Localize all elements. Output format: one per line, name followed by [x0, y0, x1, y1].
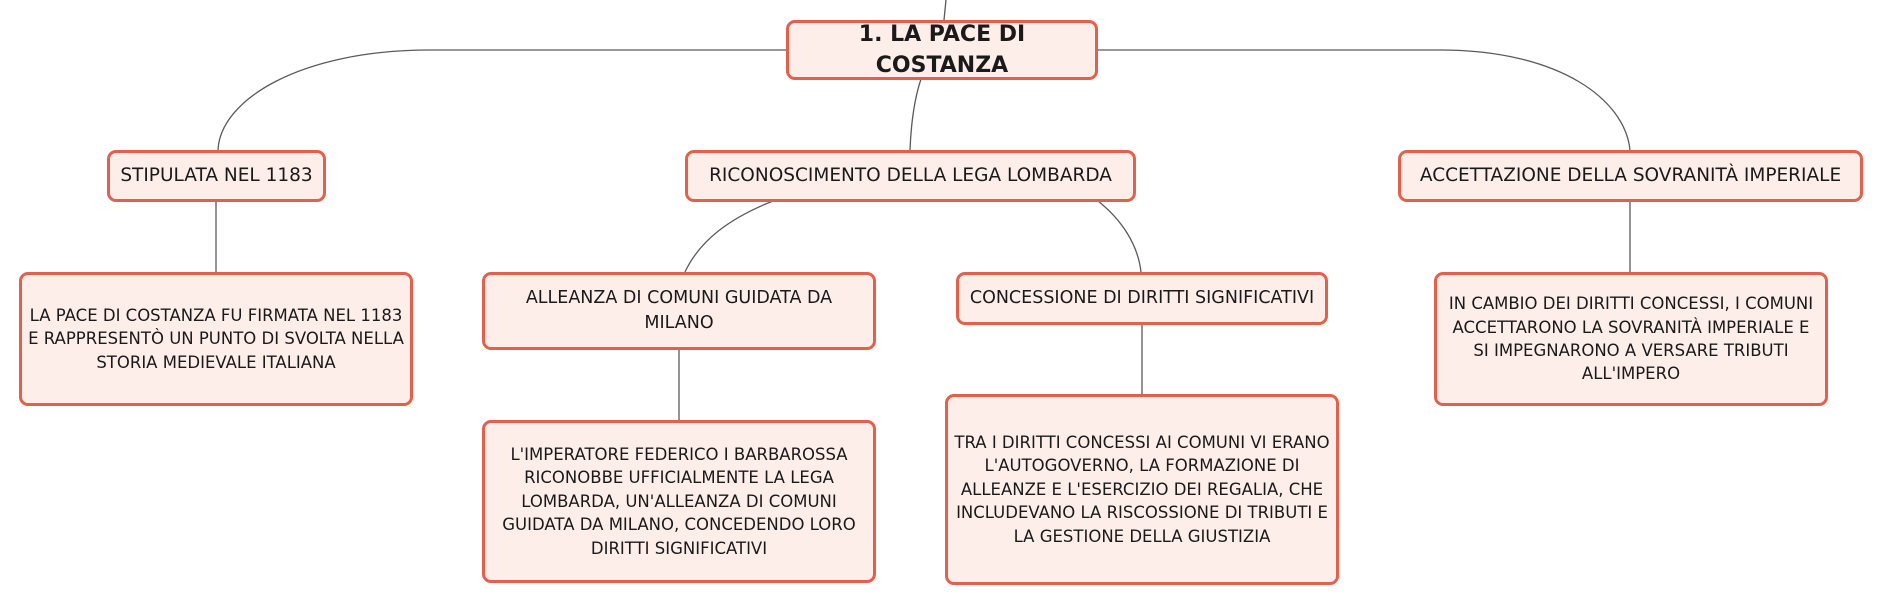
connector-root-to-parent	[944, 0, 946, 20]
detail-node-stipulata-text: LA PACE DI COSTANZA FU FIRMATA NEL 1183 E RAPPRESENTÒ UN PUNTO DI SVOLTA NELLA STORIA MEDIEVALE ITALIANA	[28, 305, 404, 372]
detail-node-accettazione-text: IN CAMBIO DEI DIRITTI CONCESSI, I COMUNI ACCETTARONO LA SOVRANITÀ IMPERIALE E SI IMPEGNARONO A VERSARE TRIBUTI ALL'IMPERO	[1448, 294, 1814, 384]
topic-node-accettazione[interactable]	[1398, 150, 1863, 202]
detail-node-alleanza[interactable]	[482, 420, 876, 583]
sub-node-concessione-label: CONCESSIONE DI DIRITTI SIGNIFICATIVI	[969, 288, 1315, 309]
topic-node-riconoscimento-label: RICONOSCIMENTO DELLA LEGA LOMBARDA	[709, 164, 1112, 186]
root-node[interactable]	[786, 20, 1098, 80]
connector-root-to-riconoscimento	[910, 79, 921, 150]
detail-node-concessione[interactable]	[945, 394, 1339, 585]
topic-node-accettazione-label: ACCETTAZIONE DELLA SOVRANITÀ IMPERIALE	[1419, 164, 1842, 186]
root-node-label: 1. LA PACE DI COSTANZA	[858, 21, 1026, 78]
detail-node-accettazione[interactable]	[1434, 272, 1828, 406]
detail-node-concessione-text: TRA I DIRITTI CONCESSI AI COMUNI VI ERANO L'AUTOGOVERNO, LA FORMAZIONE DI ALLEANZE E L'ESERCIZIO DEI REGALIA, CHE INCLUDEVANO LA RISCOSSIONE DI TRIBUTI E LA GESTIONE DELLA GIUSTIZIA	[954, 432, 1330, 546]
sub-node-alleanza[interactable]	[482, 272, 876, 350]
topic-node-stipulata-label: STIPULATA NEL 1183	[120, 164, 313, 186]
connector-root-to-stipulata	[218, 50, 786, 150]
sub-node-concessione[interactable]	[956, 272, 1328, 325]
sub-node-alleanza-label: ALLEANZA DI COMUNI GUIDATA DA MILANO	[525, 288, 833, 333]
topic-node-stipulata[interactable]	[107, 150, 326, 202]
topic-node-riconoscimento[interactable]	[685, 150, 1136, 202]
detail-node-stipulata[interactable]	[19, 272, 413, 406]
connector-riconoscimento-to-alleanza	[685, 201, 773, 272]
connector-root-to-accettazione	[1098, 50, 1630, 150]
connector-riconoscimento-to-concessione	[1098, 201, 1141, 272]
detail-node-alleanza-text: L'IMPERATORE FEDERICO I BARBAROSSA RICONOBBE UFFICIALMENTE LA LEGA LOMBARDA, UN'ALLEANZA DI COMUNI GUIDATA DA MILANO, CONCEDENDO LORO DIRITTI SIGNIFICATIVI	[502, 444, 856, 558]
